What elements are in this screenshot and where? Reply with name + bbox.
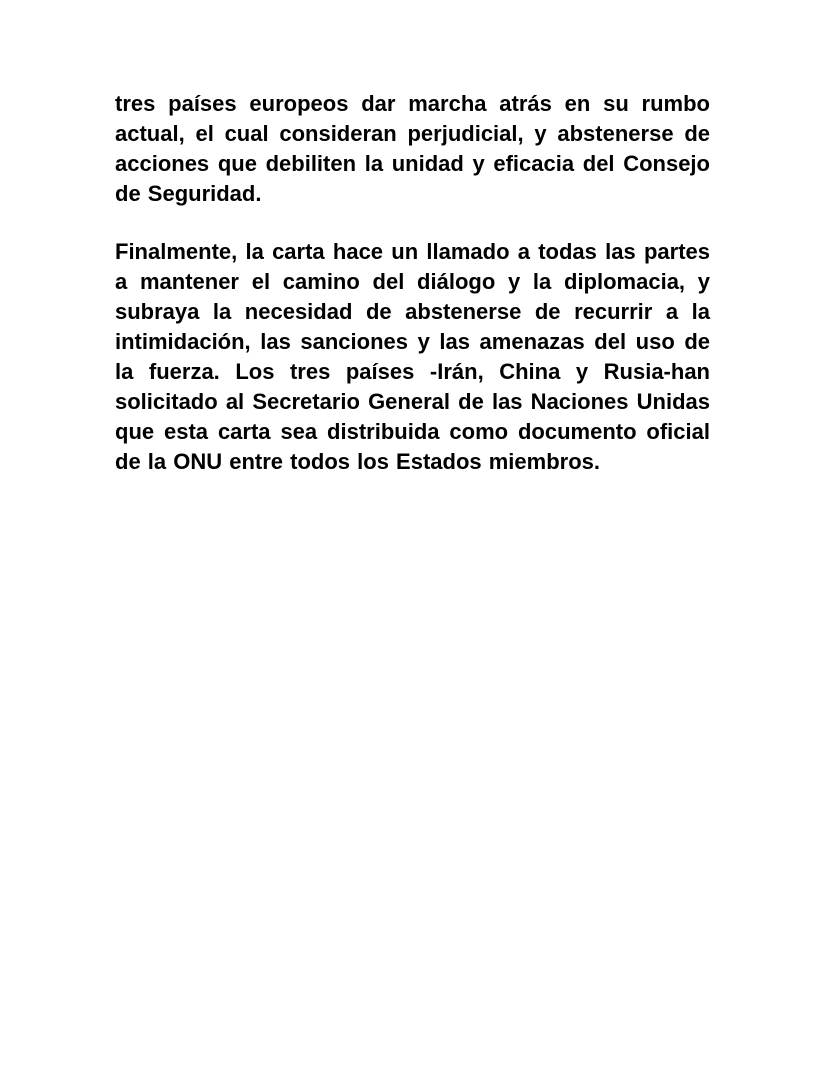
paragraph-finalmente: Finalmente, la carta hace un llamado a todas las partes a mantener el camino del diálogo y la diplomacia, y subraya la necesidad de abstenerse de recurrir a la intimidación, las sanciones y las amenazas del uso de la fuerza. Los tres países -Irán, China y Rusia-han solicitado al Secretario General de las Naciones Unidas que esta carta sea distribuida como documento oficial de la ONU entre todos los Estados miembros. [115,239,710,474]
paragraph-consejo-seguridad: tres países europeos dar marcha atrás en su rumbo actual, el cual consideran perjudicial, y abstenerse de acciones que debiliten la unidad y eficacia del Consejo de Seguridad. [115,91,710,206]
